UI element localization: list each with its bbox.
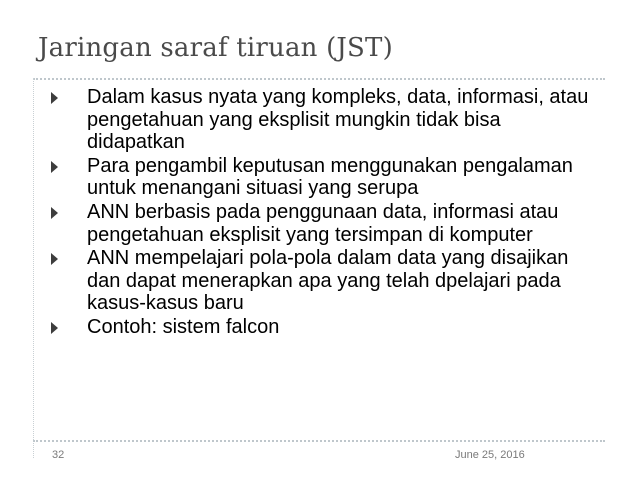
title-divider — [33, 78, 605, 80]
bullet-item — [33, 316, 603, 339]
triangle-right-icon — [51, 92, 58, 104]
slide-title: Jaringan saraf tiruan (JST) — [38, 33, 393, 63]
bullet-item — [33, 247, 603, 315]
page-number: 32 — [52, 449, 65, 461]
triangle-right-icon — [51, 322, 58, 334]
bullet-text: ANN berbasis pada penggunaan data, informasi atau pengetahuan eksplisit yang tersimpan di komputer — [87, 200, 559, 246]
triangle-right-icon — [51, 207, 58, 219]
footer-divider — [33, 440, 605, 442]
bullet-text: ANN mempelajari pola-pola dalam data yang disajikan dan dapat menerapkan apa yang telah dpelajari pada kasus-kasus baru — [87, 247, 569, 315]
bullet-item — [33, 155, 603, 200]
bullet-text: Para pengambil keputusan menggunakan pengalaman untuk menangani situasi yang serupa — [87, 154, 573, 200]
bullet-item — [33, 86, 603, 154]
triangle-right-icon — [51, 161, 58, 173]
bullet-text: Dalam kasus nyata yang kompleks, data, informasi, atau pengetahuan yang eksplisit mungkin tidak bisa didapatkan — [87, 86, 589, 154]
slide-date: June 25, 2016 — [455, 449, 525, 461]
bullet-text: Contoh: sistem falcon — [87, 315, 280, 338]
triangle-right-icon — [51, 253, 58, 265]
bullet-item — [33, 201, 603, 246]
bullet-list — [33, 86, 603, 340]
